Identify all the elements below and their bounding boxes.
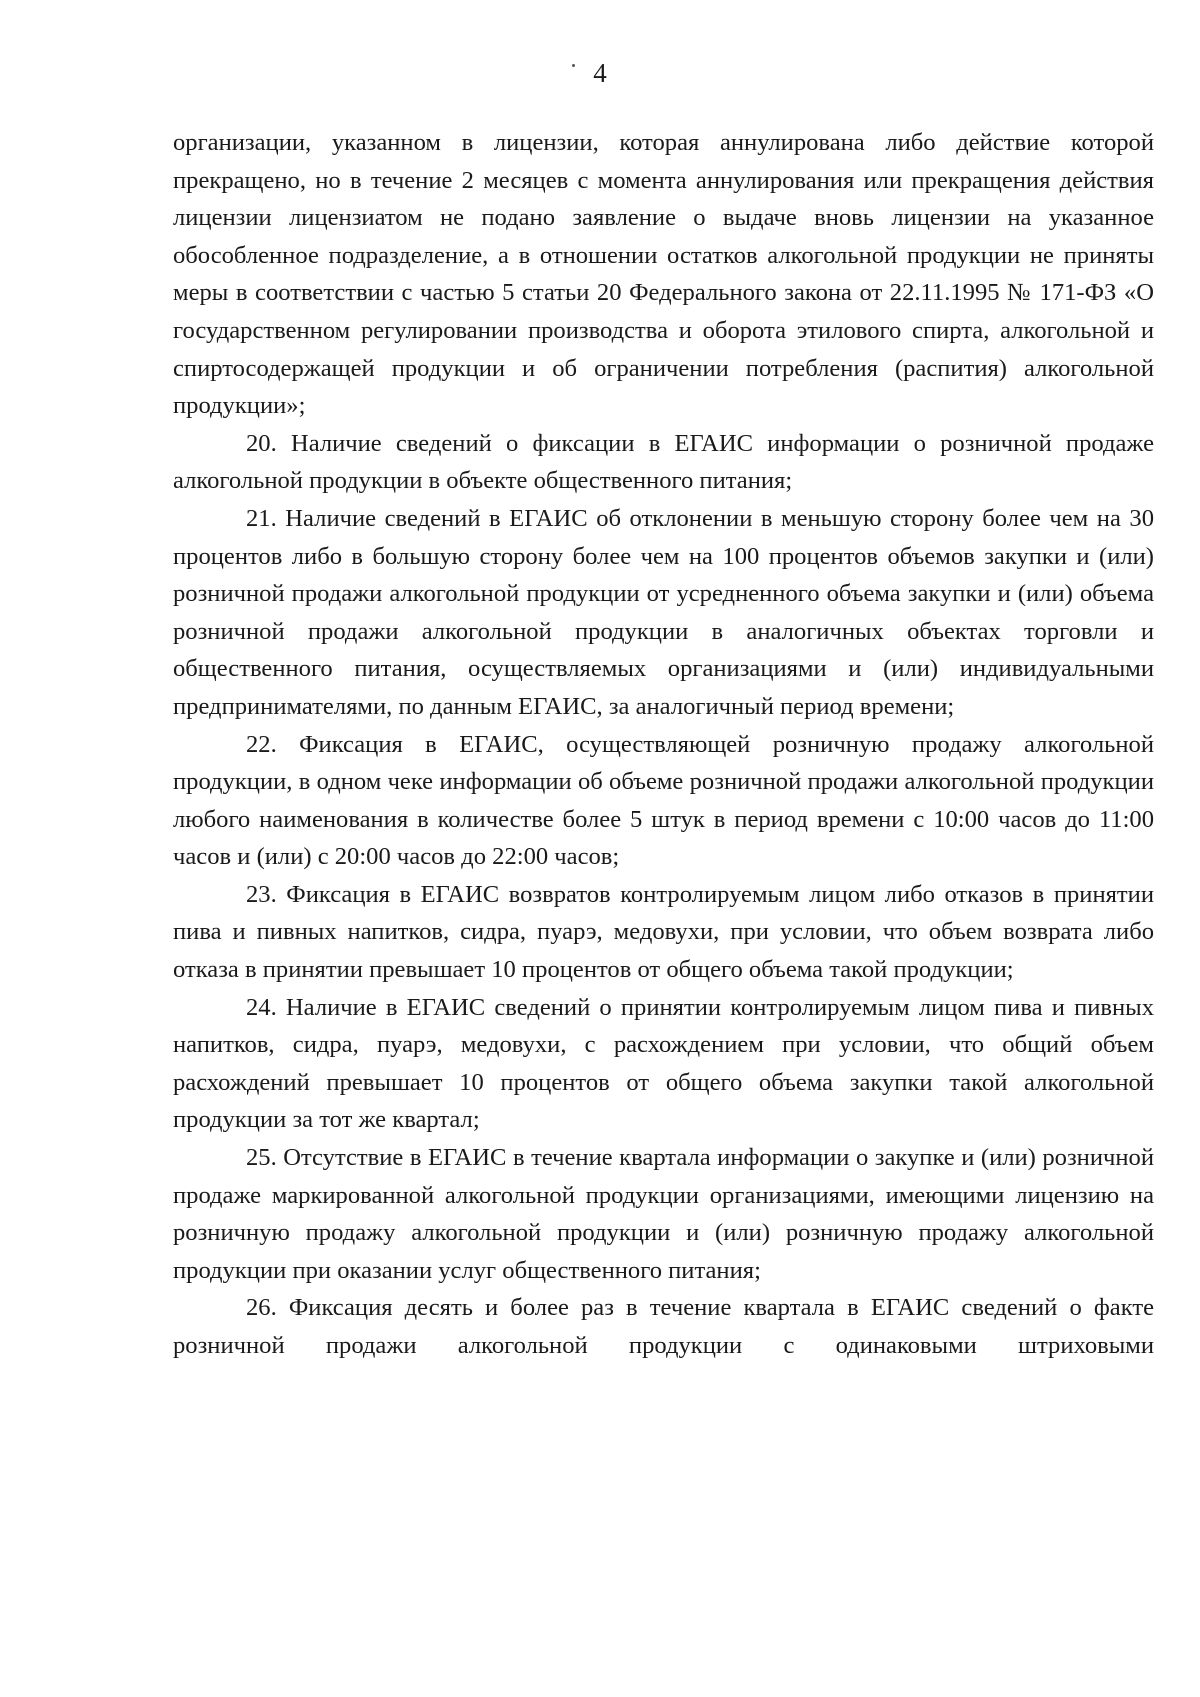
paragraph-item-25: 25. Отсутствие в ЕГАИС в течение квартала информации о закупке и (или) розничной продаже маркированной алкогольной продукции организациями, имеющими лицензию на розничную продажу алкогольной продукции и (или) розничную продажу алкогольной продукции при оказании услуг общественного питания; [173,1144,1154,1284]
paragraph-item-24: 24. Наличие в ЕГАИС сведений о принятии контролируемым лицом пива и пивных напитков, сидра, пуарэ, медовухи, с расхождением при условии, что общий объем расхождений превышает 10 процентов от общего объема закупки такой алкогольной продукции за тот же квартал; [173,993,1154,1134]
page-number: 4 [593,58,607,88]
paragraph-continuation: организации, указанном в лицензии, которая аннулирована либо действие которой прекращено, но в течение 2 месяцев с момента аннулирования или прекращения действия лицензии лицензиатом не подано заявление о выдаче вновь лицензии на указанное обособленное подразделение, а в отношении остатков алкогольной продукции не приняты меры в соответствии с частью 5 статьи 20 Федерального закона от 22.11.1995 № 171-ФЗ «О государственном регулировании производства и оборота этилового спирта, алкогольной и спиртосодержащей продукции и об ограничении потребления (распития) алкогольной продукции»; [173,129,1154,420]
paragraph-item-21: 21. Наличие сведений в ЕГАИС об отклонении в меньшую сторону более чем на 30 процентов либо в большую сторону более чем на 100 процентов объемов закупки и (или) розничной продажи алкогольной продукции от усредненного объема закупки и (или) объема розничной продажи алкогольной продукции в аналогичных объектах торговли и общественного питания, осуществляемых организациями и (или) индивидуальными предпринимателями, по данным ЕГАИС, за аналогичный период времени; [173,504,1154,720]
document-body [173,124,1154,1365]
paragraph-item-23: 23. Фиксация в ЕГАИС возвратов контролируемым лицом либо отказов в принятии пива и пивных напитков, сидра, пуарэ, медовухи, при условии, что объем возврата либо отказа в принятии превышает 10 процентов от общего объема такой продукции; [173,880,1154,984]
paragraph-item-22: 22. Фиксация в ЕГАИС, осуществляющей розничную продажу алкогольной продукции, в одном чеке информации об объеме розничной продажи алкогольной продукции любого наименования в количестве более 5 штук в период времени с 10:00 часов до 11:00 часов и (или) с 20:00 часов до 22:00 часов; [173,730,1154,871]
scan-speck [572,64,575,67]
paragraph-item-26: 26. Фиксация десять и более раз в течение квартала в ЕГАИС сведений о факте розничной продажи алкогольной продукции с одинаковыми штриховыми [173,1294,1154,1359]
paragraph-item-20: 20. Наличие сведений о фиксации в ЕГАИС информации о розничной продаже алкогольной продукции в объекте общественного питания; [173,429,1154,495]
